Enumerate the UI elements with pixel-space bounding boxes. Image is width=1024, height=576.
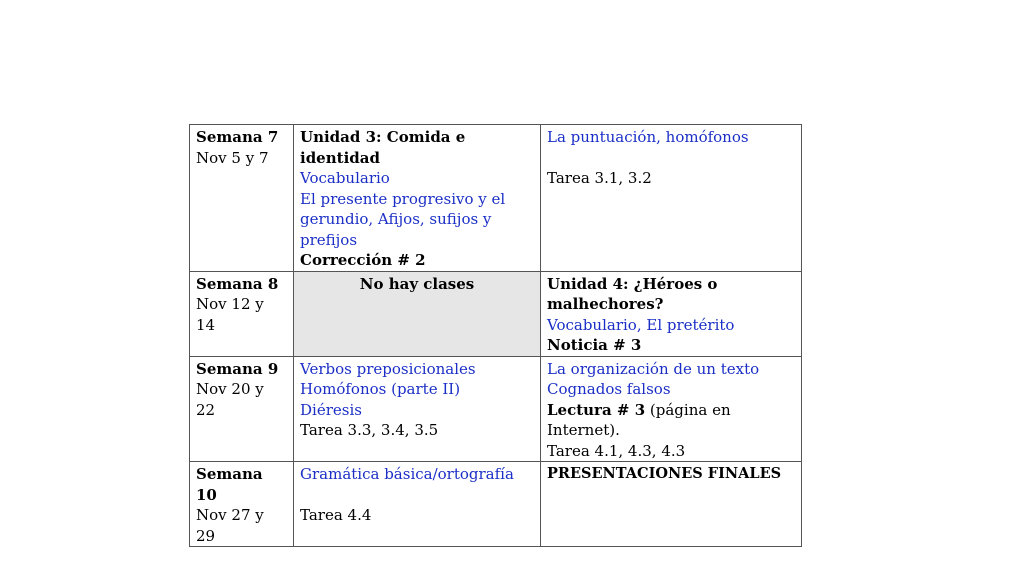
- no-class-cell: [294, 271, 541, 356]
- week-title: Semana 8: [196, 274, 279, 293]
- spacer: [300, 485, 534, 505]
- topic-line: El presente progresivo y el gerundio, Afijos, sufijos y prefijos: [300, 189, 506, 249]
- reading-line: [547, 400, 795, 441]
- reading-detail: (página en Internet).: [547, 400, 731, 439]
- news-label: Noticia # 3: [547, 336, 642, 354]
- topics-cell: [294, 125, 541, 272]
- topics-cell: [541, 462, 802, 547]
- topic-line: Vocabulario, El pretérito: [547, 315, 735, 334]
- schedule-table: [189, 124, 802, 547]
- task-line: Tarea 3.1, 3.2: [547, 168, 652, 187]
- week-title: Semana 7: [196, 128, 279, 146]
- week-cell: [190, 462, 294, 547]
- table-row: [190, 125, 802, 272]
- topics-cell: [541, 271, 802, 356]
- unit-heading: Unidad 3: Comida e identidad: [300, 128, 466, 167]
- topic-line: Gramática básica/ortografía: [300, 465, 514, 483]
- week-title: Semana 10: [196, 465, 263, 504]
- no-class-note: No hay clases: [359, 274, 475, 293]
- week-dates: Nov 12 y 14: [196, 295, 264, 334]
- week-cell: [190, 271, 294, 356]
- week-dates: Nov 5 y 7: [196, 148, 269, 167]
- topics-cell: [541, 356, 802, 462]
- topic-line: Homófonos (parte II): [300, 380, 461, 398]
- task-line: Tarea 4.1, 4.3, 4.3: [547, 441, 686, 460]
- topics-cell: [541, 125, 802, 272]
- topics-cell: [294, 356, 541, 462]
- table-row: [190, 271, 802, 356]
- topic-line: Verbos preposicionales: [300, 359, 476, 378]
- week-dates: Nov 27 y 29: [196, 506, 264, 545]
- topic-line: Cognados falsos: [547, 380, 671, 398]
- topic-line: Vocabulario: [300, 169, 390, 187]
- correction-label: Corrección # 2: [300, 251, 426, 269]
- topic-line: La organización de un texto: [547, 359, 760, 378]
- spacer: [547, 148, 795, 168]
- final-presentations-note: PRESENTACIONES FINALES: [547, 465, 782, 482]
- topic-line: La puntuación, homófonos: [547, 128, 749, 146]
- unit-heading: Unidad 4: ¿Héroes o malhechores?: [547, 274, 718, 313]
- week-cell: [190, 125, 294, 272]
- table-row: [190, 462, 802, 547]
- task-line: Tarea 4.4: [300, 505, 372, 524]
- week-cell: [190, 356, 294, 462]
- task-line: Tarea 3.3, 3.4, 3.5: [300, 421, 439, 439]
- topic-line: Diéresis: [300, 400, 362, 419]
- table-row: [190, 356, 802, 462]
- week-title: Semana 9: [196, 359, 279, 378]
- week-dates: Nov 20 y 22: [196, 380, 264, 419]
- reading-label: Lectura # 3: [547, 400, 646, 419]
- topics-cell: [294, 462, 541, 547]
